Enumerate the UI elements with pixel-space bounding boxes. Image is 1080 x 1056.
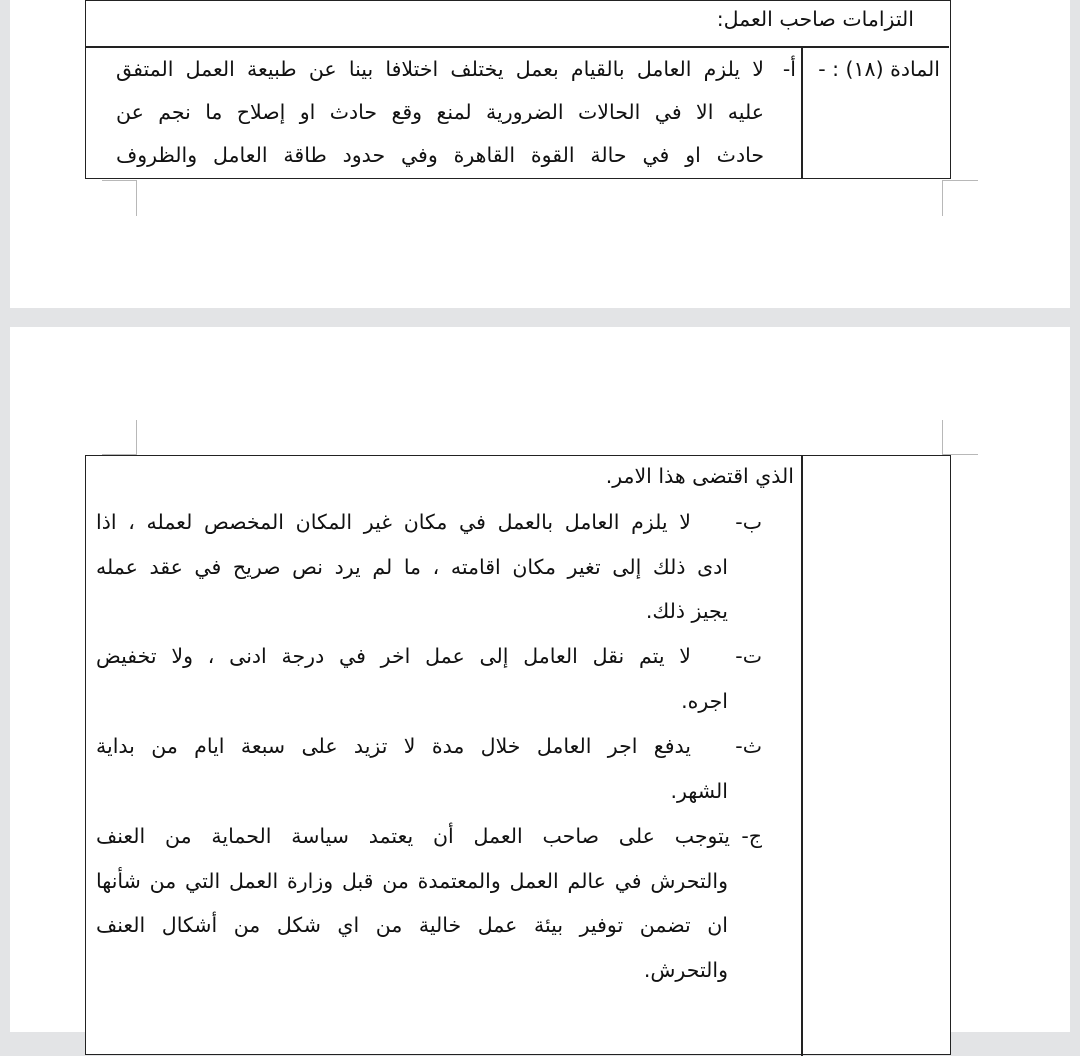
article-table-top [85, 0, 951, 179]
clause-b-line: لا يلزم العامل بالعمل في مكان غير المكان المخصص لعمله ، اذا [96, 510, 691, 534]
document-page-2 [10, 327, 1070, 1032]
clause-j-line: يتوجب على صاحب العمل أن يعتمد سياسة الحماية من العنف [96, 824, 730, 848]
clause-t-line: اجره. [681, 689, 728, 713]
clause-j-line: والتحرش. [643, 958, 728, 982]
crop-mark [942, 420, 943, 455]
column-divider [801, 456, 803, 1056]
continuation-line: الذي اقتضى هذا الامر. [605, 464, 794, 488]
clause-a-line: عليه الا في الحالات الضرورية لمنع وقع حادث او إصلاح ما نجم عن [116, 100, 764, 124]
section-header: التزامات صاحب العمل: [716, 7, 914, 31]
article-label: المادة (١٨) : - [818, 57, 940, 81]
clause-j-letter: ج- [741, 824, 762, 848]
clause-j-line: والتحرش في عالم العمل والمعتمدة من قبل وزارة العمل التي من شأنها [96, 869, 728, 893]
document-page-1 [10, 0, 1070, 308]
clause-th-line: الشهر. [670, 779, 728, 803]
clause-a-letter: أ- [782, 57, 796, 81]
crop-mark [942, 180, 978, 181]
clause-t-letter: ت- [735, 644, 762, 668]
crop-mark [102, 180, 137, 181]
crop-mark [136, 180, 137, 216]
clause-th-letter: ث- [735, 734, 762, 758]
column-divider [801, 46, 803, 178]
clause-a-line: لا يلزم العامل بالقيام بعمل يختلف اختلافا بينا عن طبيعة العمل المتفق [116, 57, 764, 81]
clause-t-line: لا يتم نقل العامل إلى عمل اخر في درجة ادنى ، ولا تخفيض [96, 644, 691, 668]
clause-th-line: يدفع اجر العامل خلال مدة لا تزيد على سبعة ايام من بداية [96, 734, 691, 758]
clause-j-line: ان تضمن توفير بيئة عمل خالية من اي شكل من أشكال العنف [96, 913, 728, 937]
article-table-continued [85, 455, 951, 1055]
crop-mark [942, 180, 943, 216]
clause-b-letter: ب- [735, 510, 762, 534]
clause-b-line: ادى ذلك إلى تغير مكان اقامته ، ما لم يرد نص صريح في عقد عمله [96, 555, 728, 579]
crop-mark [136, 420, 137, 455]
row-divider [86, 46, 949, 48]
clause-a-line: حادث او في حالة القوة القاهرة وفي حدود طاقة العامل والظروف [116, 143, 764, 167]
clause-b-line: يجيز ذلك. [645, 599, 728, 623]
